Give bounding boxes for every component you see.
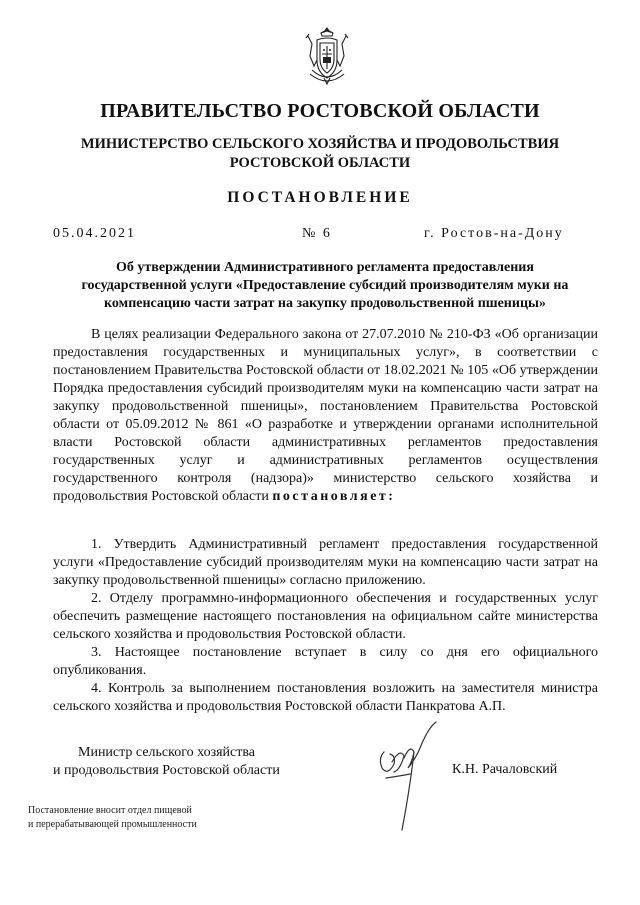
resolution-item-3: 3. Настоящее постановление вступает в силу со дня его официального опубликования. [53, 645, 598, 678]
ministry-title-line1: МИНИСТЕРСТВО СЕЛЬСКОГО ХОЗЯЙСТВА И ПРОДОВОЛЬСТВИЯ [80, 136, 560, 152]
footer-note [28, 804, 197, 832]
resolution-item-2: 2. Отделу программно-информационного обеспечения и государственных услуг обеспечить размещение настоящего постановления на официальном сайте министерства сельского хозяйства и продовольствия Ростовской области. [53, 591, 598, 642]
footer-note-line1: Постановление вносит отдел пищевой [28, 805, 192, 816]
ministry-title-line2: РОСТОВСКОЙ ОБЛАСТИ [229, 155, 411, 171]
government-title: ПРАВИТЕЛЬСТВО РОСТОВСКОЙ ОБЛАСТИ [100, 100, 540, 122]
document-type: ПОСТАНОВЛЕНИЕ [227, 189, 413, 206]
handwritten-signature [370, 718, 450, 838]
document-date: 05.04.2021 [53, 226, 136, 241]
document-number: № 6 [302, 226, 332, 241]
resolution-item-4: 4. Контроль за выполнением постановления возложить на заместителя министра сельского хозяйства и продовольствия Ростовской области Панкратова А.П. [53, 681, 598, 714]
signer-name: К.Н. Рачаловский [452, 762, 558, 777]
resolution-item-1: 1. Утвердить Административный регламент предоставления государственной услуги «Предоставление субсидий производителям муки на компенсацию части затрат на закупку продовольственной пшеницы» согласно приложению. [53, 537, 598, 588]
coat-of-arms-icon [302, 26, 352, 88]
footer-note-line2: и перерабатывающей промышленности [28, 819, 197, 830]
preamble-paragraph [53, 326, 598, 506]
signer-title-line1: Министр сельского хозяйства [78, 745, 255, 760]
signer-title [53, 744, 280, 780]
signer-title-line2: и продовольствия Ростовской области [53, 763, 280, 778]
document-city: г. Ростов-на-Дону [424, 226, 564, 241]
preamble-text: В целях реализации Федерального закона от 27.07.2010 № 210-ФЗ «Об организации предоставления государственных и муниципальных услуг», в соответствии с постановлением Правительства Ростовской области от 18.02.2021 № 105 «Об утверждении Порядка предоставления субсидий производителям муки на компенсацию части затрат на закупку продовольственной пшеницы», постановлением Правительства Ростовской области от 05.09.2012 № 861 «О разработке и утверждении органами исполнительной власти Ростовской области административных регламентов предоставления государственных услуг и административных регламентов осуществления государственного контроля (надзора)» министерство сельского хозяйства и продовольствия Ростовской области [53, 327, 598, 504]
document-subject: Об утверждении Административного регламента предоставления государственной услуги «Предоставление субсидий производителям муки на компенсацию части затрат на закупку продовольственной пшеницы» [81, 260, 569, 311]
ministry-title [60, 135, 580, 173]
resolves-word: постановляет: [272, 489, 396, 504]
